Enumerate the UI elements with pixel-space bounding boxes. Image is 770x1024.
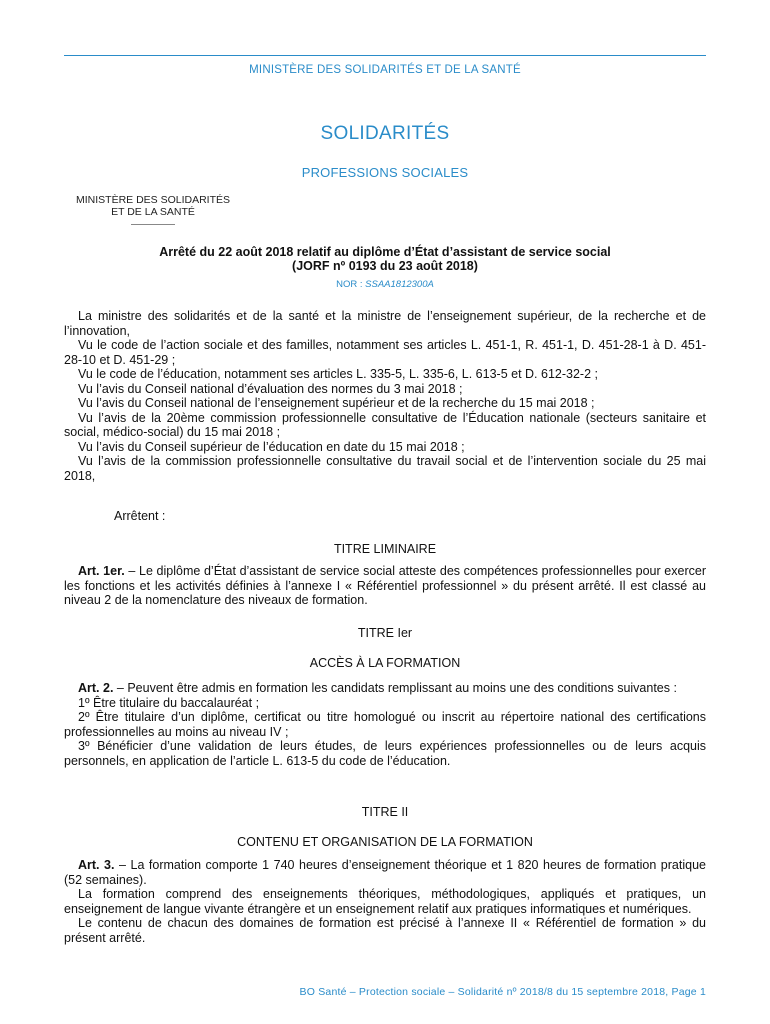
header-rule	[64, 55, 706, 56]
preamble-line: Vu le code de l’action sociale et des familles, notamment ses articles L. 451-1, R. 451-1, D. 451-28-1 à D. 451-28-10 et D. 451-29 ;	[64, 338, 706, 367]
article-1-text: – Le diplôme d’État d’assistant de service social atteste des compétences professionnelles pour exercer les fonctions et les activités définies à l’annexe I « Référentiel professionnel » du présent arrêté. Il est classé au niveau 2 de la nomenclature des niveaux de formation.	[64, 564, 706, 607]
preamble-line: Vu l’avis du Conseil national d’évaluation des normes du 3 mai 2018 ;	[78, 381, 463, 396]
titre-2-name: CONTENU ET ORGANISATION DE LA FORMATION	[237, 835, 533, 849]
preamble-line: La ministre des solidarités et de la santé et la ministre de l’enseignement supérieur, de la recherche et de l’innovation,	[64, 309, 706, 338]
article-2	[64, 681, 706, 768]
nor-label: NOR :	[336, 279, 363, 290]
page-footer: BO Santé – Protection sociale – Solidarité nº 2018/8 du 15 septembre 2018, Page 1	[299, 986, 706, 998]
article-3	[64, 858, 706, 945]
article-3-label: Art. 3.	[78, 858, 115, 872]
article-3-text: – La formation comporte 1 740 heures d’enseignement théorique et 1 820 heures de formation pratique (52 semaines).	[64, 858, 706, 887]
titre-1-label: TITRE Ier	[357, 626, 413, 640]
arrete-title-line-2: (JORF nº 0193 du 23 août 2018)	[292, 259, 478, 273]
article-1-label: Art. 1er.	[78, 564, 125, 578]
arretent: Arrêtent :	[114, 509, 166, 523]
article-2-label: Art. 2.	[78, 681, 114, 695]
article-2-item: 3º Bénéficier d’une validation de leurs études, de leurs expériences professionnelles ou de leurs acquis personnels, en application de l’article L. 613-5 du code de l’éducation.	[64, 739, 706, 768]
article-2-item: 1º Être titulaire du baccalauréat ;	[78, 695, 260, 710]
preamble-line: Vu l’avis de la 20ème commission professionnelle consultative de l’Éducation nationale (secteurs sanitaire et social, médico-social) du 15 mai 2018 ;	[64, 410, 706, 439]
issuer-divider	[131, 224, 175, 225]
arrete-title-line-1: Arrêté du 22 août 2018 relatif au diplôme d’État d’assistant de service social	[159, 245, 611, 259]
ministry-header: MINISTÈRE DES SOLIDARITÉS ET DE LA SANTÉ	[249, 64, 521, 76]
article-2-text: – Peuvent être admis en formation les candidats remplissant au moins une des conditions suivantes :	[116, 681, 677, 695]
article-3-para: La formation comprend des enseignements théoriques, méthodologiques, appliqués et pratiques, un enseignement de langue vivante étrangère et un enseignement relatif aux pratiques informatiques et numériques.	[64, 887, 706, 916]
titre-1-name: ACCÈS À LA FORMATION	[309, 656, 461, 670]
titre-liminaire: TITRE LIMINAIRE	[333, 542, 437, 556]
titre-2-label: TITRE II	[361, 805, 409, 819]
issuer-line-2: ET DE LA SANTÉ	[111, 206, 195, 218]
nor-reference	[64, 279, 706, 290]
article-2-item: 2º Être titulaire d’un diplôme, certificat ou titre homologué ou inscrit au répertoire national des certifications professionnelles au moins au niveau IV ;	[64, 710, 706, 739]
article-1	[64, 564, 706, 608]
issuer-line-1: MINISTÈRE DES SOLIDARITÉS	[75, 194, 231, 206]
preamble-line: Vu l’avis de la commission professionnelle consultative du travail social et de l’intervention sociale du 25 mai 2018,	[64, 454, 706, 483]
arrete-title	[64, 245, 706, 273]
preamble	[64, 309, 706, 483]
article-3-para: Le contenu de chacun des domaines de formation est précisé à l’annexe II « Référentiel de formation » du présent arrêté.	[64, 916, 706, 945]
issuer-block	[64, 194, 242, 225]
nor-value: SSAA1812300A	[365, 279, 434, 290]
page-subtitle: PROFESSIONS SOCIALES	[301, 165, 469, 180]
preamble-line: Vu l’avis du Conseil supérieur de l’éducation en date du 15 mai 2018 ;	[78, 439, 465, 454]
preamble-line: Vu l’avis du Conseil national de l’enseignement supérieur et de la recherche du 15 mai 2018 ;	[78, 396, 595, 410]
preamble-line: Vu le code de l’éducation, notamment ses articles L. 335-5, L. 335-6, L. 613-5 et D. 612-32-2 ;	[78, 367, 598, 381]
page-title: SOLIDARITÉS	[320, 123, 450, 144]
